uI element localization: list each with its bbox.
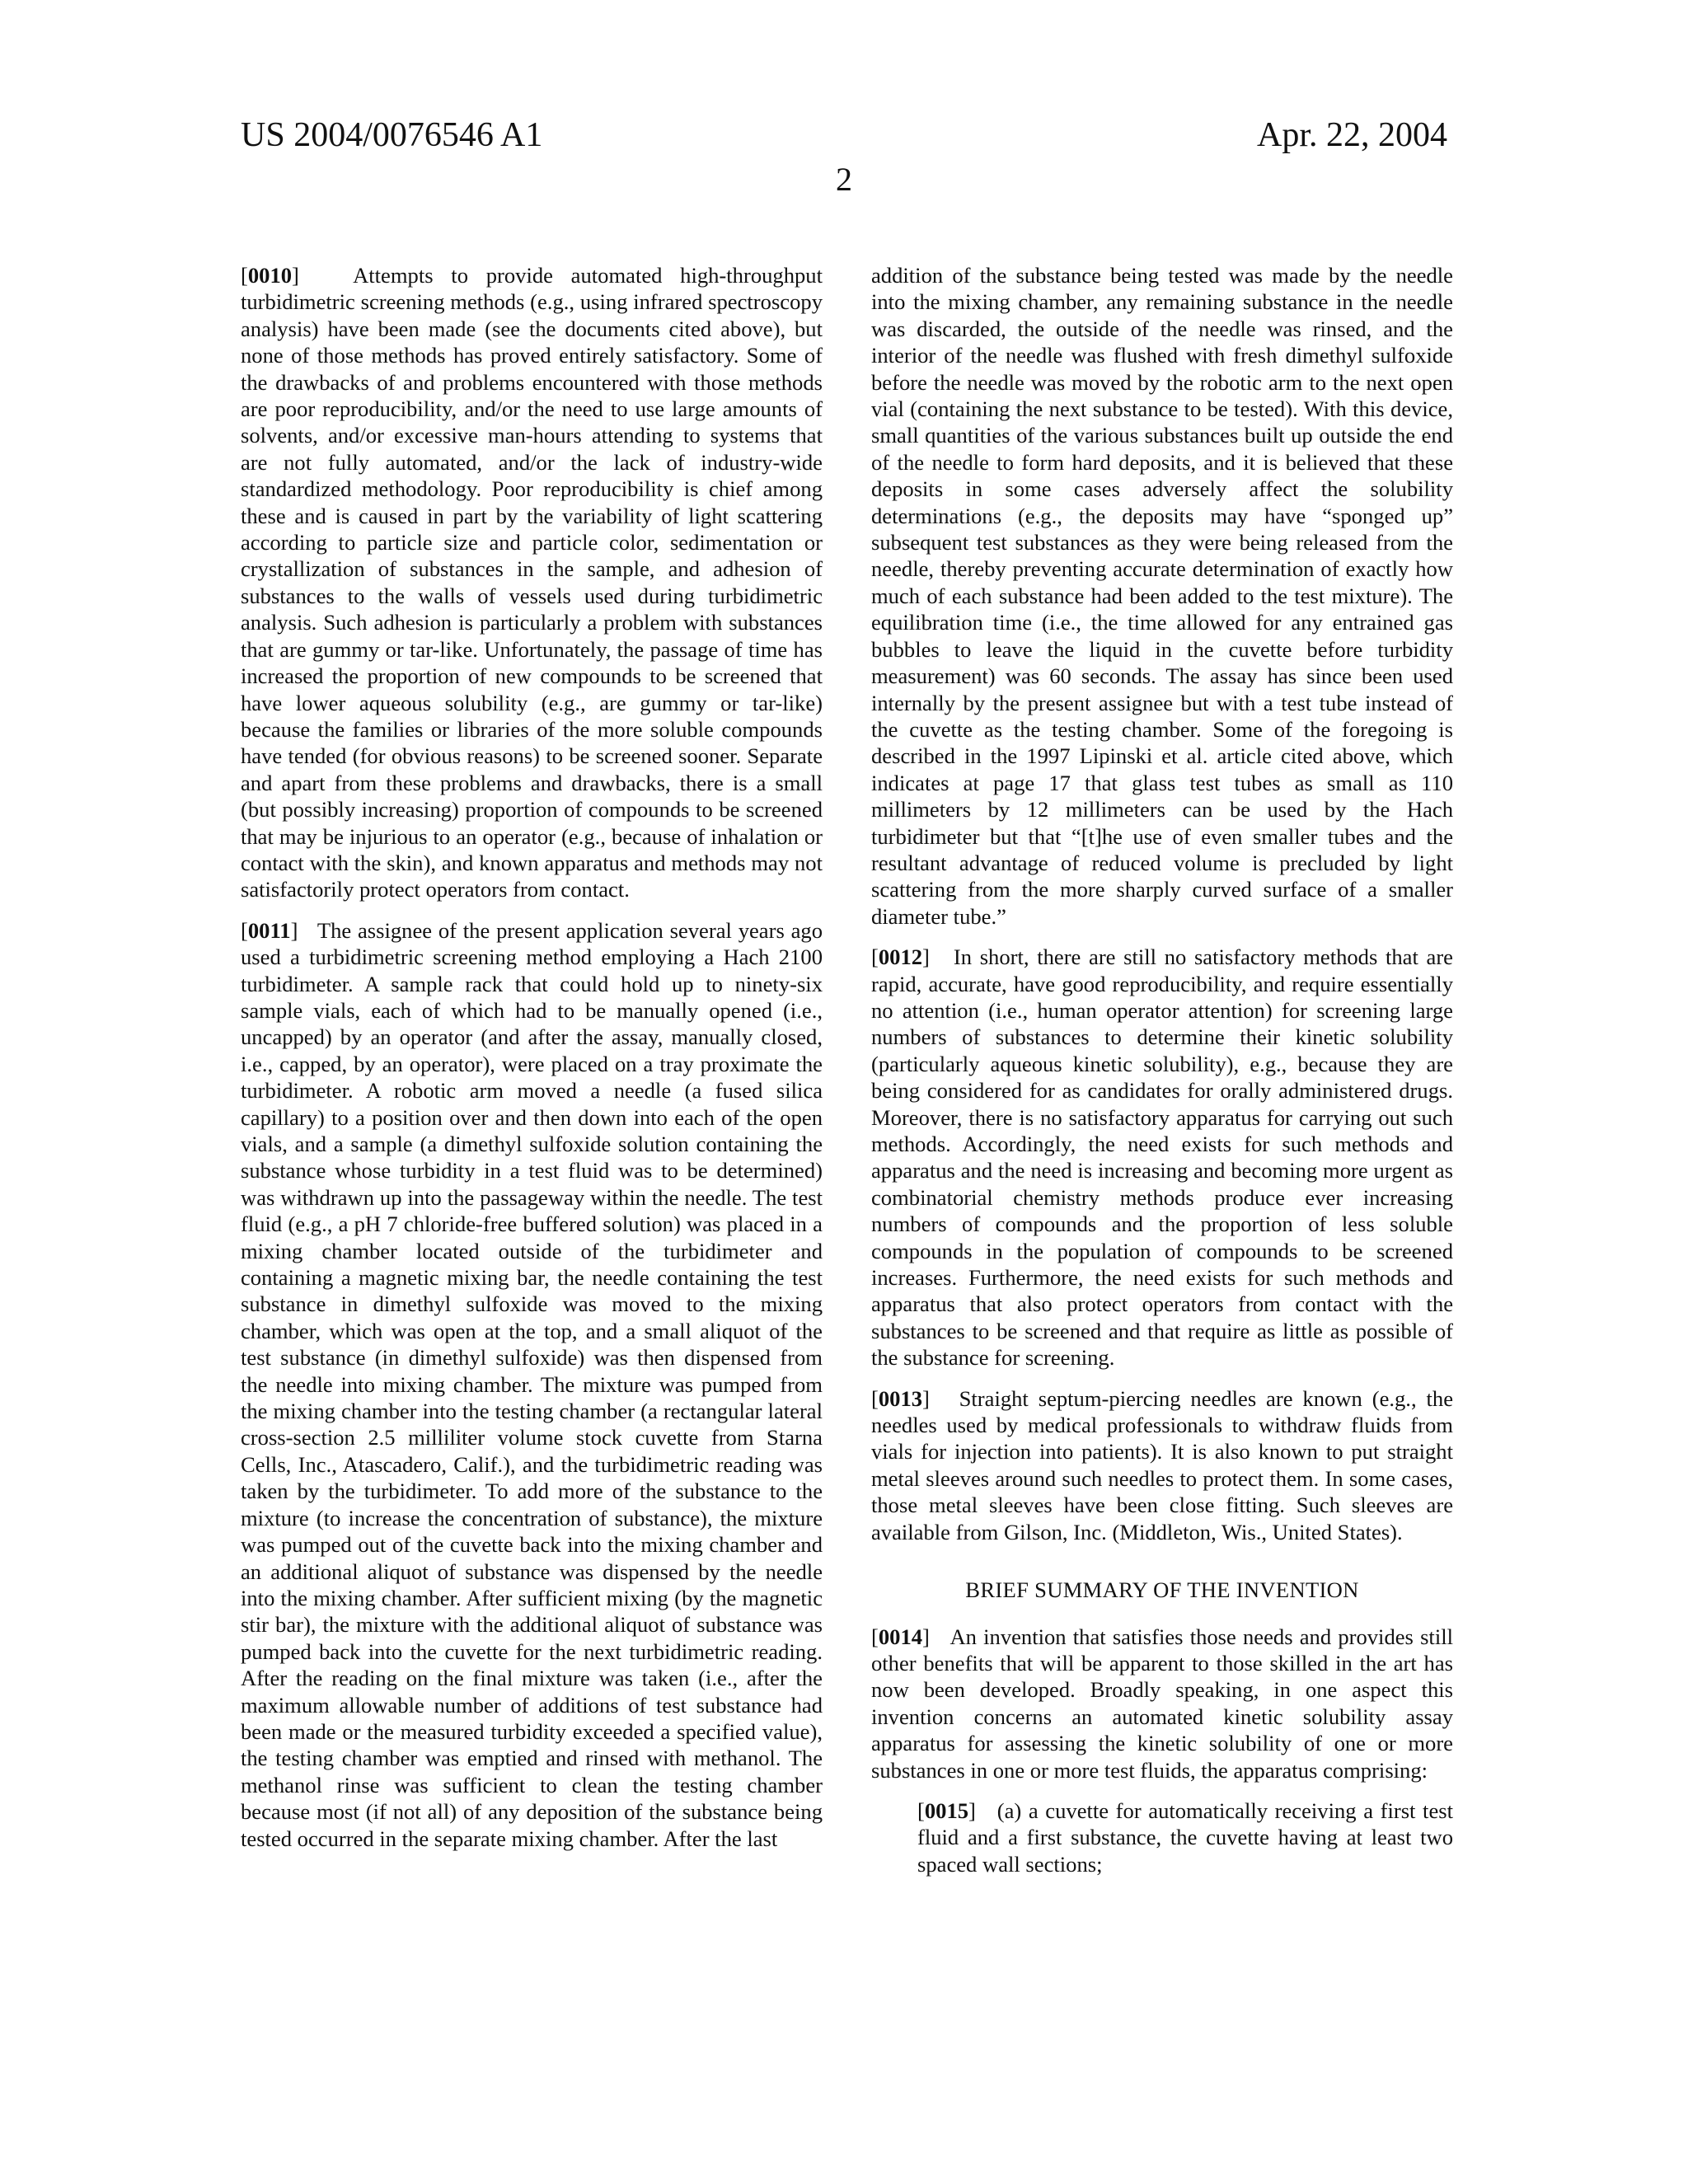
paragraph-text: Straight septum-piercing needles are known (e.g., the needles used by medical professionals to withdraw fluids from vials for injection into patients). It is also known to put straight metal sleeves around such needles to protect them. In some cases, those metal sleeves have been close fitting. Such sleeves are available from Gilson, Inc. (Middleton, Wis., United States). xyxy=(871,1385,1453,1544)
right-column xyxy=(871,262,1453,1877)
left-column xyxy=(241,262,823,1866)
paragraph-text: Attempts to provide automated high-throughput turbidimetric screening methods (e.g., using infrared spectroscopy analysis) have been made (see the documents cited above), but none of those methods has proved entirely satisfactory. Some of the drawbacks of and problems encountered with those methods are poor reproducibility, and/or the need to use large amounts of solvents, and/or excessive man-hours attending to systems that are not fully automated, and/or the lack of industry-wide standardized methodology. Poor reproducibility is chief among these and is caused in part by the variability of light scattering according to particle size and particle color, sedimentation or crystallization of substances in the sample, and adhesion of substances to the walls of vessels used during turbidimetric analysis. Such adhesion is particularly a problem with substances that are gummy or tar-like. Unfortunately, the passage of time has increased the proportion of new compounds to be screened that have lower aqueous solubility (e.g., are gummy or tar-like) because the families or libraries of the more soluble compounds have tended (for obvious reasons) to be screened sooner. Separate and apart from these problems and drawbacks, there is a small (but possibly increasing) proportion of compounds to be screened that may be injurious to an operator (e.g., because of inhalation or contact with the skin), and known apparatus and methods may not satisfactorily protect operators from contact. xyxy=(241,263,823,902)
paragraph-text: The assignee of the present application several years ago used a turbidimetric screening method employing a Hach 2100 turbidimeter. A sample rack that could hold up to ninety-six sample vials, each of which had to be manually opened (i.e., uncapped) by an operator (and after the assay, manually closed, i.e., capped, by an operator), were placed on a tray proximate the turbidimeter. A robotic arm moved a needle (a fused silica capillary) to a position over and then down into each of the open vials, and a sample (a dimethyl sulfoxide solution containing the substance whose turbidity in a test fluid was to be determined) was withdrawn up into the passageway within the needle. The test fluid (e.g., a pH 7 chloride-free buffered solution) was placed in a mixing chamber located outside of the turbidimeter and containing a magnetic mixing bar, the needle containing the test substance in dimethyl sulfoxide was moved to the mixing chamber, which was open at the top, and a small aliquot of the test substance (in dimethyl sulfoxide) was then dispensed from the needle into mixing chamber. The mixture was pumped from the mixing chamber into the testing chamber (a rectangular lateral cross-section 2.5 milliliter volume stock cuvette from Starna Cells, Inc., Atascadero, Calif.), and the turbidimetric reading was taken by the turbidimeter. To add more of the substance to the mixture (to increase the concentration of substance), the mixture was pumped out of the cuvette back into the mixing chamber and an additional aliquot of substance was dispensed by the needle into the mixing chamber. After sufficient mixing (by the magnetic stir bar), the mixture with the additional aliquot of substance was pumped back into the cuvette for the next turbidimetric reading. After the reading on the final mixture was taken (i.e., after the maximum allowable number of additions of test substance had been made or the measured turbidity exceeded a specified value), the testing chamber was emptied and rinsed with methanol. The methanol rinse was sufficient to clean the testing chamber because most (if not all) of any deposition of the substance being tested occurred in the separate mixing chamber. After the last xyxy=(241,917,823,1851)
paragraph-number: [0011] xyxy=(241,917,298,943)
section-heading: BRIEF SUMMARY OF THE INVENTION xyxy=(965,1577,1359,1603)
paragraph-text: (a) a cuvette for automatically receiving a first test fluid and a first substance, the cuvette having at least two spaced wall sections; xyxy=(917,1797,1453,1877)
paragraph-0011 xyxy=(241,917,823,1852)
page-number: 2 xyxy=(836,161,852,198)
paragraph-number: [0010] xyxy=(241,263,299,288)
publication-number: US 2004/0076546 A1 xyxy=(241,116,543,154)
paragraph-number: [0015] xyxy=(917,1797,976,1823)
paragraph-number: [0012] xyxy=(871,944,930,970)
publication-date: Apr. 22, 2004 xyxy=(1257,116,1447,154)
paragraph-0015 xyxy=(917,1797,1453,1877)
paragraph-number: [0014] xyxy=(871,1624,930,1649)
paragraph-number: [0013] xyxy=(871,1385,930,1411)
paragraph-0010 xyxy=(241,262,823,903)
paragraph-0013 xyxy=(871,1385,1453,1545)
paragraph-text: In short, there are still no satisfactory methods that are rapid, accurate, have good reproducibility, and require essentially no attention (i.e., human operator attention) for screening large numbers of substances to determine their kinetic solubility (particularly aqueous kinetic solubility), e.g., because they are being considered for as candidates for orally administered drugs. Moreover, there is no satisfactory apparatus for carrying out such methods. Accordingly, the need exists for such methods and apparatus and the need is increasing and becoming more urgent as combinatorial chemistry methods produce ever increasing numbers of compounds and the proportion of less soluble compounds in the population of compounds to be screened increases. Furthermore, the need exists for such methods and apparatus that also protect operators from contact with the substances to be screened and that require as little as possible of the substance for screening. xyxy=(871,944,1453,1371)
paragraph-0011-continued: addition of the substance being tested was made by the needle into the mixing chamber, any remaining substance in the needle was discarded, the outside of the needle was rinsed, and the interior of the needle was flushed with fresh dimethyl sulfoxide before the needle was moved by the robotic arm to the next open vial (containing the next substance to be tested). With this device, small quantities of the various substances built up outside the end of the needle to form hard deposits, and it is believed that these deposits in some cases adversely affect the solubility determinations (e.g., the deposits may have “sponged up” subsequent test substances as they were being released from the needle, thereby preventing accurate determination of exactly how much of each substance had been added to the test mixture). The equilibration time (i.e., the time allowed for any entrained gas bubbles to leave the liquid in the cuvette before turbidity measurement) was 60 seconds. The assay has since been used internally by the present assignee but with a test tube instead of the cuvette as the testing chamber. Some of the foregoing is described in the 1997 Lipinski et al. article cited above, which indicates at page 17 that glass test tubes as small as 110 millimeters by 12 millimeters can be used by the Hach turbidimeter but that “[t]he use of even smaller tubes and the resultant advantage of reduced volume is precluded by light scattering from the more sharply curved surface of a smaller diameter tube.” xyxy=(871,263,1453,929)
paragraph-0012 xyxy=(871,944,1453,1371)
paragraph-text: An invention that satisfies those needs and provides still other benefits that will be apparent to those skilled in the art has now been developed. Broadly speaking, in one aspect this invention concerns an automated kinetic solubility assay apparatus for assessing the kinetic solubility of one or more substances in one or more test fluids, the apparatus comprising: xyxy=(871,1624,1453,1783)
paragraph-0014 xyxy=(871,1624,1453,1783)
